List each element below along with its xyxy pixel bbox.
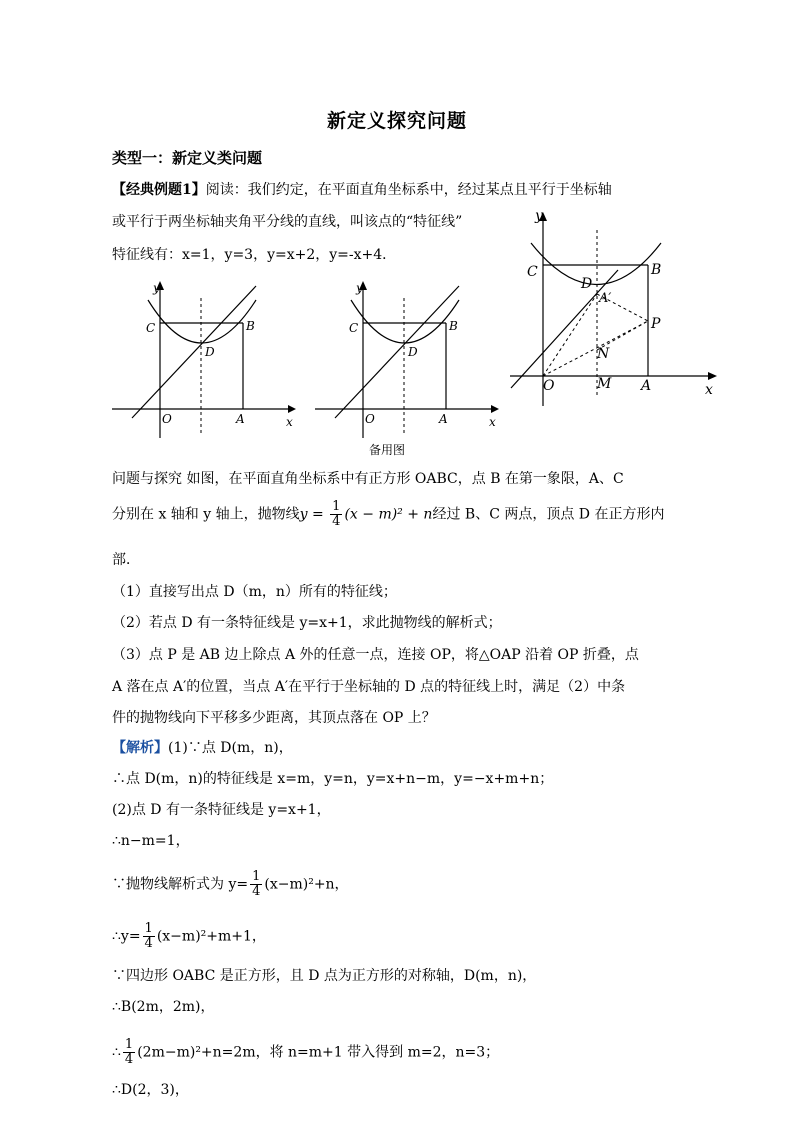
svg-text:B: B bbox=[651, 262, 662, 278]
solution-line-3: (2)点 D 有一条特征线是 y=x+1， bbox=[112, 802, 331, 818]
x-axis-arrow bbox=[288, 405, 296, 413]
solution-line-7: ∵四边形 OABC 是正方形，且 D 点为正方形的对称轴，D(m，n)， bbox=[112, 968, 537, 984]
solution-line-6: ∴y= $\frac{1}{4}$ (x−m)²+m+1， bbox=[112, 921, 266, 951]
label-A: A bbox=[236, 412, 245, 426]
svg-text:C: C bbox=[527, 264, 538, 280]
solution-line-1: 【解析】(1)∵点 D(m，n)， bbox=[112, 740, 293, 756]
figure-1 bbox=[110, 278, 300, 438]
solution-line-8: ∴B(2m，2m)， bbox=[112, 999, 215, 1015]
section-heading: 类型一：新定义类问题 bbox=[112, 149, 263, 167]
svg-text:N: N bbox=[597, 346, 610, 362]
label-y: y bbox=[153, 281, 160, 295]
feature-line bbox=[132, 286, 256, 418]
question-3-line-1: （3）点 P 是 AB 边上除点 A 外的任意一点，连接 OP，将△OAP 沿着 OP 折叠，点 bbox=[112, 647, 639, 663]
fraction: $\frac{1}{4}$ bbox=[332, 499, 341, 529]
label-B: B bbox=[246, 319, 255, 333]
backup-caption: 备用图 bbox=[369, 443, 406, 457]
question-2: （2）若点 D 有一条特征线是 y=x+1，求此抛物线的解析式； bbox=[112, 615, 502, 631]
question-1: （1）直接写出点 D（m，n）所有的特征线； bbox=[112, 584, 397, 600]
label-D: D bbox=[205, 345, 215, 359]
svg-text:y: y bbox=[535, 208, 543, 224]
solution-line-9: ∴ $\frac{1}{4}$ (2m−m)²+n=2m，将 n=m+1 带入得到 m=2，n=3； bbox=[112, 1037, 500, 1067]
page-title: 新定义探究问题 bbox=[326, 110, 467, 132]
question-3-line-3: 件的抛物线向下平移多少距离，其顶点落在 OP 上？ bbox=[112, 710, 436, 726]
svg-text:A′: A′ bbox=[599, 291, 612, 306]
problem-line-1: 问题与探究 如图，在平面直角坐标系中有正方形 OABC，点 B 在第一象限，A、C bbox=[112, 471, 624, 487]
solution-line-2: ∴点 D(m，n)的特征线是 x=m，y=n，y=x+n−m，y=−x+m+n； bbox=[112, 771, 554, 787]
label-x: x bbox=[286, 415, 293, 429]
example-tag: 【经典例题1】 bbox=[112, 182, 206, 198]
solution-tag: 【解析】 bbox=[112, 740, 168, 756]
label-O: O bbox=[162, 412, 172, 426]
figure-2-backup bbox=[313, 278, 503, 438]
svg-text:D: D bbox=[581, 276, 593, 292]
label-C: C bbox=[146, 321, 156, 335]
svg-text:D: D bbox=[408, 345, 418, 359]
svg-text:A: A bbox=[641, 378, 652, 394]
svg-text:y: y bbox=[356, 281, 363, 295]
question-3-line-2: A 落在点 A′的位置，当点 A′在平行于坐标轴的 D 点的特征线上时，满足（2）中条 bbox=[112, 679, 626, 695]
example-line-2: 或平行于两坐标轴夹角平分线的直线，叫该点的“特征线” bbox=[112, 214, 463, 230]
problem-line-2: 分别在 x 轴和 y 轴上，抛物线y = $\frac{1}{4}$ (x − m)² + n经过 B、C 两点，顶点 D 在正方形内 bbox=[112, 499, 665, 529]
example-line-1 bbox=[112, 180, 612, 200]
problem-line-3: 部． bbox=[112, 552, 140, 568]
figure-3 bbox=[505, 208, 725, 408]
svg-text:P: P bbox=[651, 316, 661, 332]
example-line-3: 特征线有：x=1，y=3，y=x+2，y=-x+4． bbox=[112, 247, 397, 263]
solution-line-4: ∴n−m=1， bbox=[112, 833, 190, 849]
example-text-1: 阅读：我们约定，在平面直角坐标系中，经过某点且平行于坐标轴 bbox=[205, 182, 612, 198]
parabola bbox=[148, 300, 256, 343]
svg-text:A: A bbox=[439, 412, 448, 426]
svg-text:B: B bbox=[449, 319, 458, 333]
svg-text:x: x bbox=[489, 415, 496, 429]
svg-text:C: C bbox=[349, 321, 359, 335]
solution-line-10: ∴D(2，3)， bbox=[112, 1082, 189, 1098]
svg-text:M: M bbox=[597, 376, 612, 392]
solution-line-5: ∵抛物线解析式为 y= $\frac{1}{4}$ (x−m)²+n， bbox=[112, 869, 349, 899]
svg-text:O: O bbox=[543, 378, 555, 394]
svg-text:x: x bbox=[705, 382, 713, 398]
svg-text:O: O bbox=[365, 412, 375, 426]
